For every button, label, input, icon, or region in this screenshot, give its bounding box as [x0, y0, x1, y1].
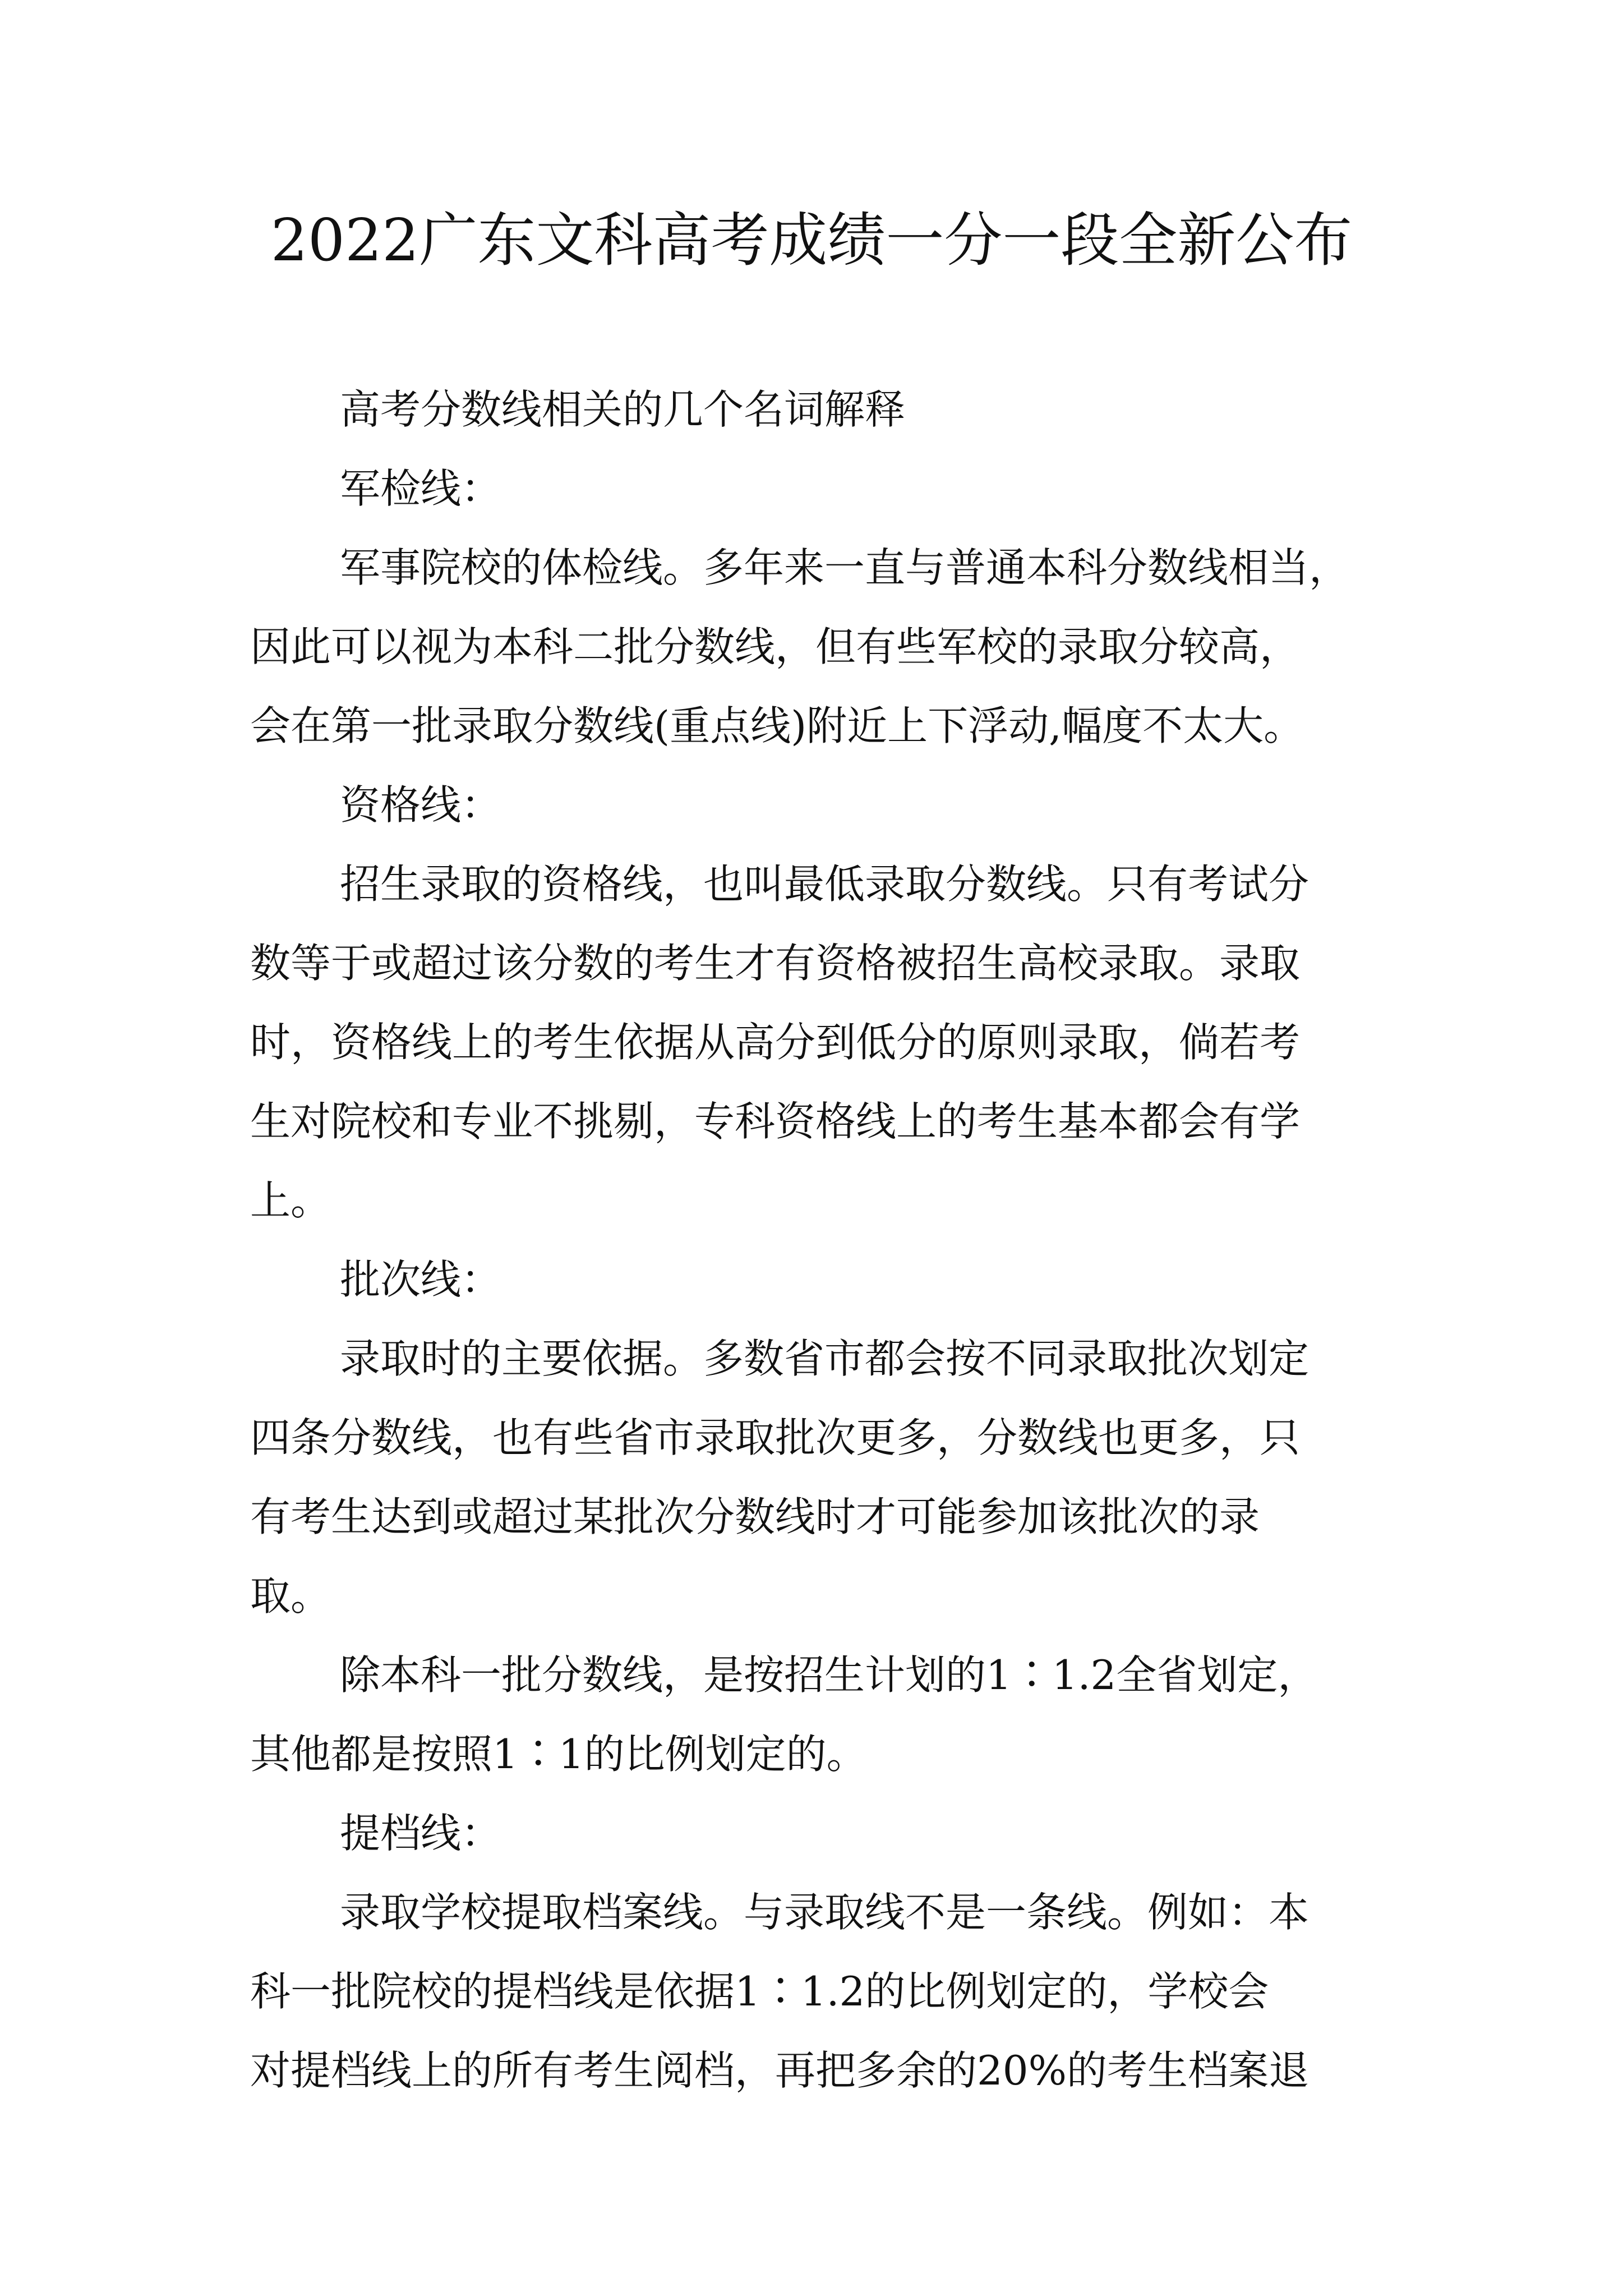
- paragraph-line: 时，资格线上的考生依据从高分到低分的原则录取，倘若考: [250, 1019, 1301, 1066]
- paragraph-line: 招生录取的资格线，也叫最低录取分数线。只有考试分: [340, 861, 1310, 908]
- paragraph-line: 数等于或超过该分数的考生才有资格被招生高校录取。录取: [250, 940, 1301, 987]
- paragraph-line: 有考生达到或超过某批次分数线时才可能参加该批次的录: [250, 1493, 1260, 1540]
- paragraph-line: 对提档线上的所有考生阅档，再把多余的20%的考生档案退: [250, 2047, 1310, 2094]
- paragraph-line: 军事院校的体检线。多年来一直与普通本科分数线相当，: [340, 544, 1350, 591]
- document-title: 2022广东文科高考成绩一分一段全新公布: [270, 206, 1353, 274]
- term-heading-batch: 批次线：: [340, 1256, 502, 1303]
- paragraph-line: 因此可以视为本科二批分数线，但有些军校的录取分较高，: [250, 623, 1301, 670]
- term-heading-military-check: 军检线：: [340, 465, 502, 512]
- paragraph-line: 录取学校提取档案线。与录取线不是一条线。例如：本: [340, 1889, 1310, 1936]
- paragraph-line: 其他都是按照1∶1的比例划定的。: [250, 1731, 867, 1778]
- paragraph-line: 取。: [250, 1572, 331, 1619]
- paragraph-line: 科一批院校的提档线是依据1∶1.2的比例划定的，学校会: [250, 1968, 1269, 2015]
- paragraph-line: 上。: [250, 1177, 331, 1224]
- paragraph-line: 除本科一批分数线，是按招生计划的1∶1.2全省划定，: [340, 1651, 1318, 1699]
- paragraph-heading: 高考分数线相关的几个名词解释: [340, 386, 906, 433]
- term-heading-qualification: 资格线：: [340, 781, 502, 829]
- document-body: [250, 370, 1394, 2110]
- term-heading-file-retrieval: 提档线：: [340, 1810, 502, 1857]
- paragraph-line: 生对院校和专业不挑剔，专科资格线上的考生基本都会有学: [250, 1098, 1301, 1145]
- paragraph-line: 会在第一批录取分数线(重点线)附近上下浮动,幅度不太大。: [250, 702, 1304, 749]
- paragraph-line: 录取时的主要依据。多数省市都会按不同录取批次划定: [340, 1335, 1310, 1382]
- paragraph-line: 四条分数线，也有些省市录取批次更多，分数线也更多，只: [250, 1414, 1301, 1461]
